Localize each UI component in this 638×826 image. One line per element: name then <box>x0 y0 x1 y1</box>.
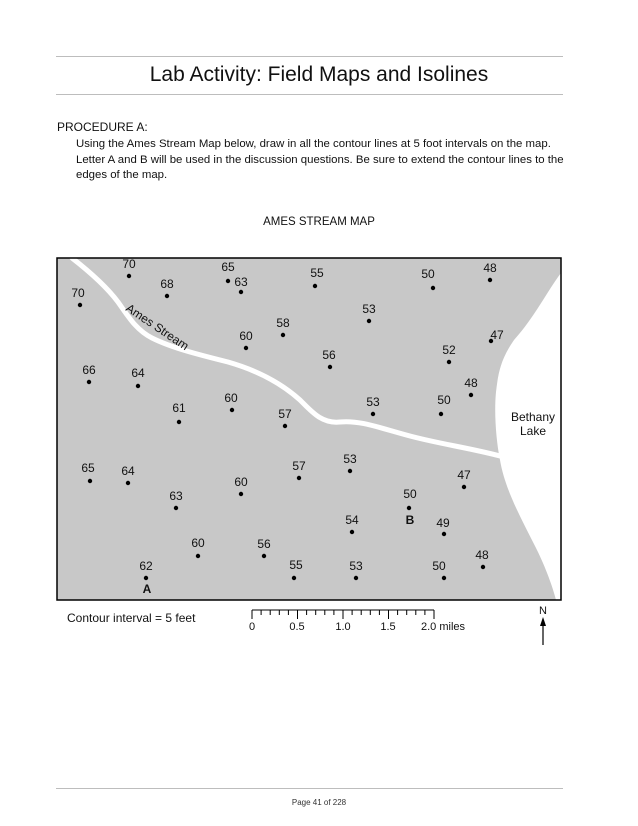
elevation-dot <box>239 290 243 294</box>
elevation-label: 64 <box>131 366 145 380</box>
elevation-label: 57 <box>278 407 292 421</box>
elevation-dot <box>177 420 181 424</box>
elevation-label: 52 <box>442 343 456 357</box>
elevation-label: 47 <box>490 328 504 342</box>
north-label: N <box>539 605 547 617</box>
elevation-label: 50 <box>437 393 451 407</box>
scale-label: 0 <box>248 621 256 633</box>
elevation-label: 53 <box>343 452 357 466</box>
procedure-heading: PROCEDURE A: <box>57 120 148 134</box>
elevation-label: 65 <box>221 260 235 274</box>
elevation-label: 60 <box>191 536 205 550</box>
contour-interval: Contour interval = 5 feet <box>67 611 196 625</box>
elevation-dot <box>230 408 234 412</box>
elevation-dot <box>462 485 466 489</box>
elevation-label: 65 <box>81 461 95 475</box>
elevation-label: 50 <box>421 267 435 281</box>
elevation-dot <box>488 278 492 282</box>
scale-label: 1.5 <box>380 621 396 633</box>
elevation-label: 57 <box>292 459 306 473</box>
elevation-dot <box>442 532 446 536</box>
elevation-dot <box>481 565 485 569</box>
elevation-dot <box>126 481 130 485</box>
elevation-dot <box>407 506 411 510</box>
elevation-dot <box>165 294 169 298</box>
elevation-label: 53 <box>362 302 376 316</box>
elevation-label: 62 <box>139 559 153 573</box>
elevation-dot <box>292 576 296 580</box>
footer-rule <box>56 788 563 789</box>
elevation-label: 63 <box>169 489 183 503</box>
elevation-dot <box>371 412 375 416</box>
north-arrow <box>540 617 546 645</box>
elevation-dot <box>350 530 354 534</box>
elevation-label: 68 <box>160 277 174 291</box>
elevation-label: 56 <box>257 537 271 551</box>
elevation-label: 61 <box>172 401 186 415</box>
elevation-dot <box>297 476 301 480</box>
elevation-dot <box>431 286 435 290</box>
elevation-dot <box>348 469 352 473</box>
elevation-dot <box>226 279 230 283</box>
scale-label: 2.0 miles <box>420 621 466 633</box>
elevation-label: 60 <box>224 391 238 405</box>
elevation-dot <box>354 576 358 580</box>
elevation-dot <box>442 576 446 580</box>
elevation-dot <box>328 365 332 369</box>
page-title: Lab Activity: Field Maps and Isolines <box>149 63 489 86</box>
elevation-dot <box>439 412 443 416</box>
lake-label-line1: Bethany <box>510 410 556 424</box>
elevation-dot <box>283 424 287 428</box>
elevation-dot <box>367 319 371 323</box>
map-title: AMES STREAM MAP <box>263 216 375 228</box>
page-footer: Page 41 of 228 <box>291 798 347 807</box>
elevation-dot <box>447 360 451 364</box>
elevation-label: 64 <box>121 464 135 478</box>
elevation-label: 60 <box>239 329 253 343</box>
scale-bar <box>252 610 434 619</box>
elevation-label: 53 <box>366 395 380 409</box>
elevation-label: 60 <box>234 475 248 489</box>
elevation-dot <box>136 384 140 388</box>
elevation-label: 54 <box>345 513 359 527</box>
elevation-dot <box>244 346 248 350</box>
point-a-label: A <box>142 582 152 596</box>
procedure-text: Using the Ames Stream Map below, draw in all the contour lines at 5 foot intervals on the map. Letter A and B will be used in the discussion questions. Be sure to extend the contour lines to the edges of the map. <box>76 138 564 182</box>
elevation-label: 48 <box>464 376 478 390</box>
elevation-dot <box>144 576 148 580</box>
elevation-label: 66 <box>82 363 96 377</box>
elevation-label: 48 <box>475 548 489 562</box>
elevation-label: 53 <box>349 559 363 573</box>
elevation-label: 70 <box>71 286 85 300</box>
elevation-dot <box>281 333 285 337</box>
elevation-dot <box>88 479 92 483</box>
elevation-label: 55 <box>310 266 324 280</box>
elevation-dot <box>239 492 243 496</box>
elevation-label: 56 <box>322 348 336 362</box>
elevation-dot <box>196 554 200 558</box>
elevation-label: 63 <box>234 275 248 289</box>
elevation-label: 55 <box>289 558 303 572</box>
elevation-dot <box>469 393 473 397</box>
lake-label-line2: Lake <box>519 424 547 438</box>
elevation-dot <box>87 380 91 384</box>
elevation-label: 70 <box>122 257 136 271</box>
elevation-label: 49 <box>436 516 450 530</box>
elevation-dot <box>127 274 131 278</box>
elevation-dot <box>78 303 82 307</box>
elevation-dot <box>174 506 178 510</box>
scale-labels <box>249 621 466 633</box>
elevation-label: 47 <box>457 468 471 482</box>
elevation-label: 48 <box>483 261 497 275</box>
stream-label: Ames Stream <box>123 300 192 354</box>
scale-label: 0.5 <box>289 621 305 633</box>
scale-label: 1.0 <box>335 621 351 633</box>
elevation-label: 50 <box>403 487 417 501</box>
elevation-label: 58 <box>276 316 290 330</box>
point-b-label: B <box>405 513 415 527</box>
elevation-dot <box>262 554 266 558</box>
elevation-label: 50 <box>432 559 446 573</box>
elevation-dot <box>313 284 317 288</box>
